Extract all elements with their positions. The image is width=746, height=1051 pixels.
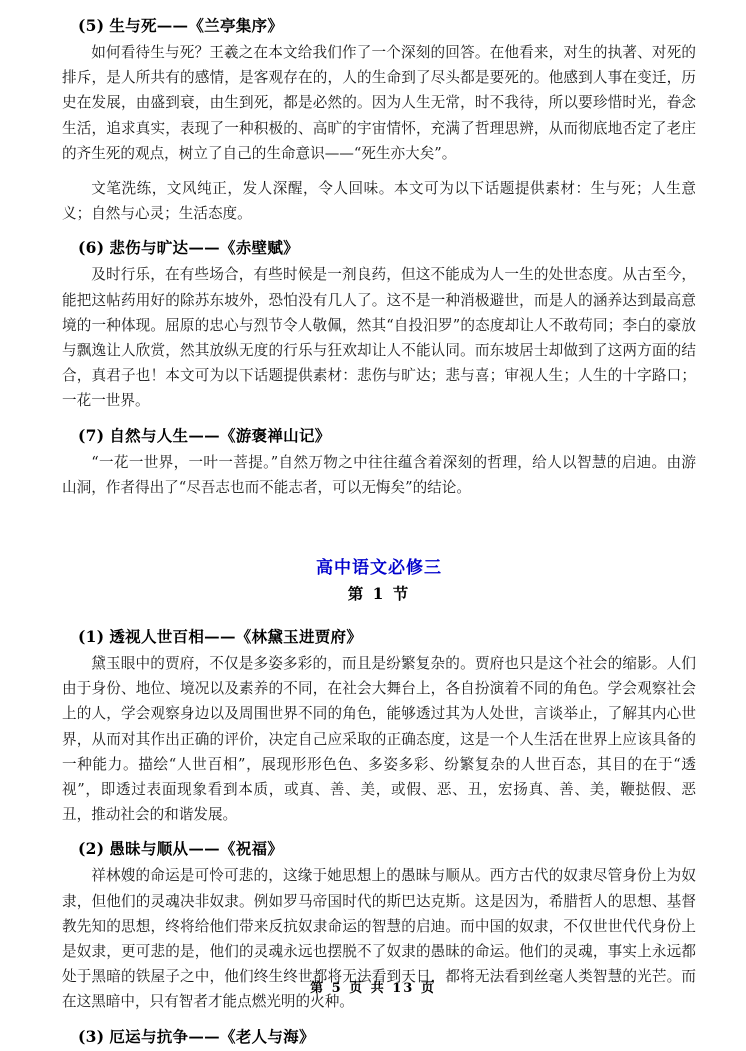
sub-heading-5 (62, 14, 696, 38)
page-footer: 第 5 页 共 13 页 (310, 981, 436, 996)
sub-heading-7-title: 自然与人生——《游褒禅山记》 (109, 425, 331, 445)
spacer (62, 830, 696, 837)
chapter-section-label: 第 1 节 (347, 584, 411, 604)
sub-heading-6 (62, 236, 696, 260)
sub-heading-3-title: 厄运与抗争——《老人与海》 (109, 1026, 315, 1046)
sub-heading-1-title: 透视人世百相——《林黛玉进贾府》 (109, 627, 363, 647)
sub-heading-2 (62, 837, 696, 861)
sub-heading-3-number: (3) (78, 1026, 105, 1046)
sub-heading-7 (62, 424, 696, 448)
sub-heading-7-number: (7) (78, 425, 105, 445)
sub-heading-6-number: (6) (78, 238, 105, 258)
sub-heading-1 (62, 625, 696, 649)
sub-heading-2-title: 愚昧与顺从——《祝福》 (109, 839, 284, 859)
chapter-title: 高中语文必修三 (316, 558, 442, 579)
spacer (62, 417, 696, 424)
spacer (62, 169, 696, 176)
paragraph-1-1: 黛玉眼中的贾府，不仅是多姿多彩的，而且是纷繁复杂的。贾府也只是这个社会的缩影。人们由于身份、地位、境况以及素养的不同，在社会大舞台上，各自扮演着不同的角色。学会观察社会上的人，学会观察身边以及周围世界不同的角色，能够透过其为人处世，言谈举止，了解其内心世界，从而对其作出正确的评价，决定自己应采取的正确态度，这是一个人生活在世界上应该具备的一种能力。描绘“人世百相”，展现形形色色、多姿多彩、纷繁复杂的人世百态，其目的在于“透视”，即透过表面现象看到本质，或真、善、美，或假、恶、丑，宏扬真、善、美，鞭挞假、恶丑，推动社会的和谐发展。 (62, 655, 696, 824)
paragraph-7-1: “一花一世界，一叶一菩提。”自然万物之中往往蕴含着深刻的哲理，给人以智慧的启迪。由游山洞，作者得出了“尽吾志也而不能志者，可以无悔矣”的结论。 (62, 453, 696, 496)
spacer (62, 229, 696, 236)
paragraph-5-2: 文笔洗练，文风纯正，发人深醒，令人回味。本文可为以下话题提供素材：生与死；人生意义；自然与心灵；生活态度。 (62, 180, 696, 223)
spacer-before-chapter (62, 503, 696, 555)
document-content (62, 14, 696, 1051)
paragraph-5-1: 如何看待生与死？王羲之在本文给我们作了一个深刻的回答。在他看来，对生的执著、对死的排斥，是人所共有的感情，是客观存在的，人的生命到了尽头都是要死的。他感到人事在变迁，历史在发展，由盛到衰，由生到死，都是必然的。因为人生无常，时不我待，所以要珍惜时光，眷念生活，追求真实，表现了一种积极的、高旷的宇宙情怀，充满了哲理思辨，从而彻底地否定了老庄的齐生死的观点，树立了自己的生命意识——“死生亦大矣”。 (62, 44, 696, 162)
paragraph-2-1: 祥林嫂的命运是可怜可悲的，这缘于她思想上的愚昧与顺从。西方古代的奴隶尽管身份上为奴隶，但他们的灵魂决非奴隶。例如罗马帝国时代的斯巴达克斯。这是因为，希腊哲人的思想、基督教先知的思想，终将给他们带来反抗奴隶命运的智慧的启迪。而中国的奴隶，不仅世世代代身份上是奴隶，更可悲的是，他们的灵魂永远也摆脱不了奴隶的愚昧的命运。他们的灵魂，事实上永远都处于黑暗的铁屋子之中，他们终生终世都将无法看到天日，都将无法看到丝毫人类智慧的光芒。而在这黑暗中，只有智者才能点燃光明的火种。 (62, 867, 696, 1011)
sub-heading-3 (62, 1025, 696, 1049)
sub-heading-1-number: (1) (78, 627, 105, 647)
sub-heading-5-title: 生与死——《兰亭集序》 (109, 16, 284, 35)
sub-heading-6-title: 悲伤与旷达——《赤壁赋》 (109, 238, 299, 258)
paragraph-6-1: 及时行乐，在有些场合，有些时候是一剂良药，但这不能成为人一生的处世态度。从古至今，能把这帖药用好的除苏东坡外，恐怕没有几人了。这不是一种消极避世，而是人的涵养达到最高意境的一种体现。屈原的忠心与烈节令人敬佩，然其“自投汨罗”的态度却让人不敢苟同；李白的豪放与飘逸让人欣赏，然其放纵无度的行乐与狂欢却让人不能认同。而东坡居士却做到了这两方面的结合，真君子也！本文可为以下话题提供素材：悲伤与旷达；悲与喜；审视人生；人生的十字路口；一花一世界。 (62, 266, 696, 410)
spacer (62, 607, 696, 625)
spacer (62, 1018, 696, 1025)
sub-heading-5-number: (5) (78, 16, 105, 35)
sub-heading-2-number: (2) (78, 839, 105, 859)
